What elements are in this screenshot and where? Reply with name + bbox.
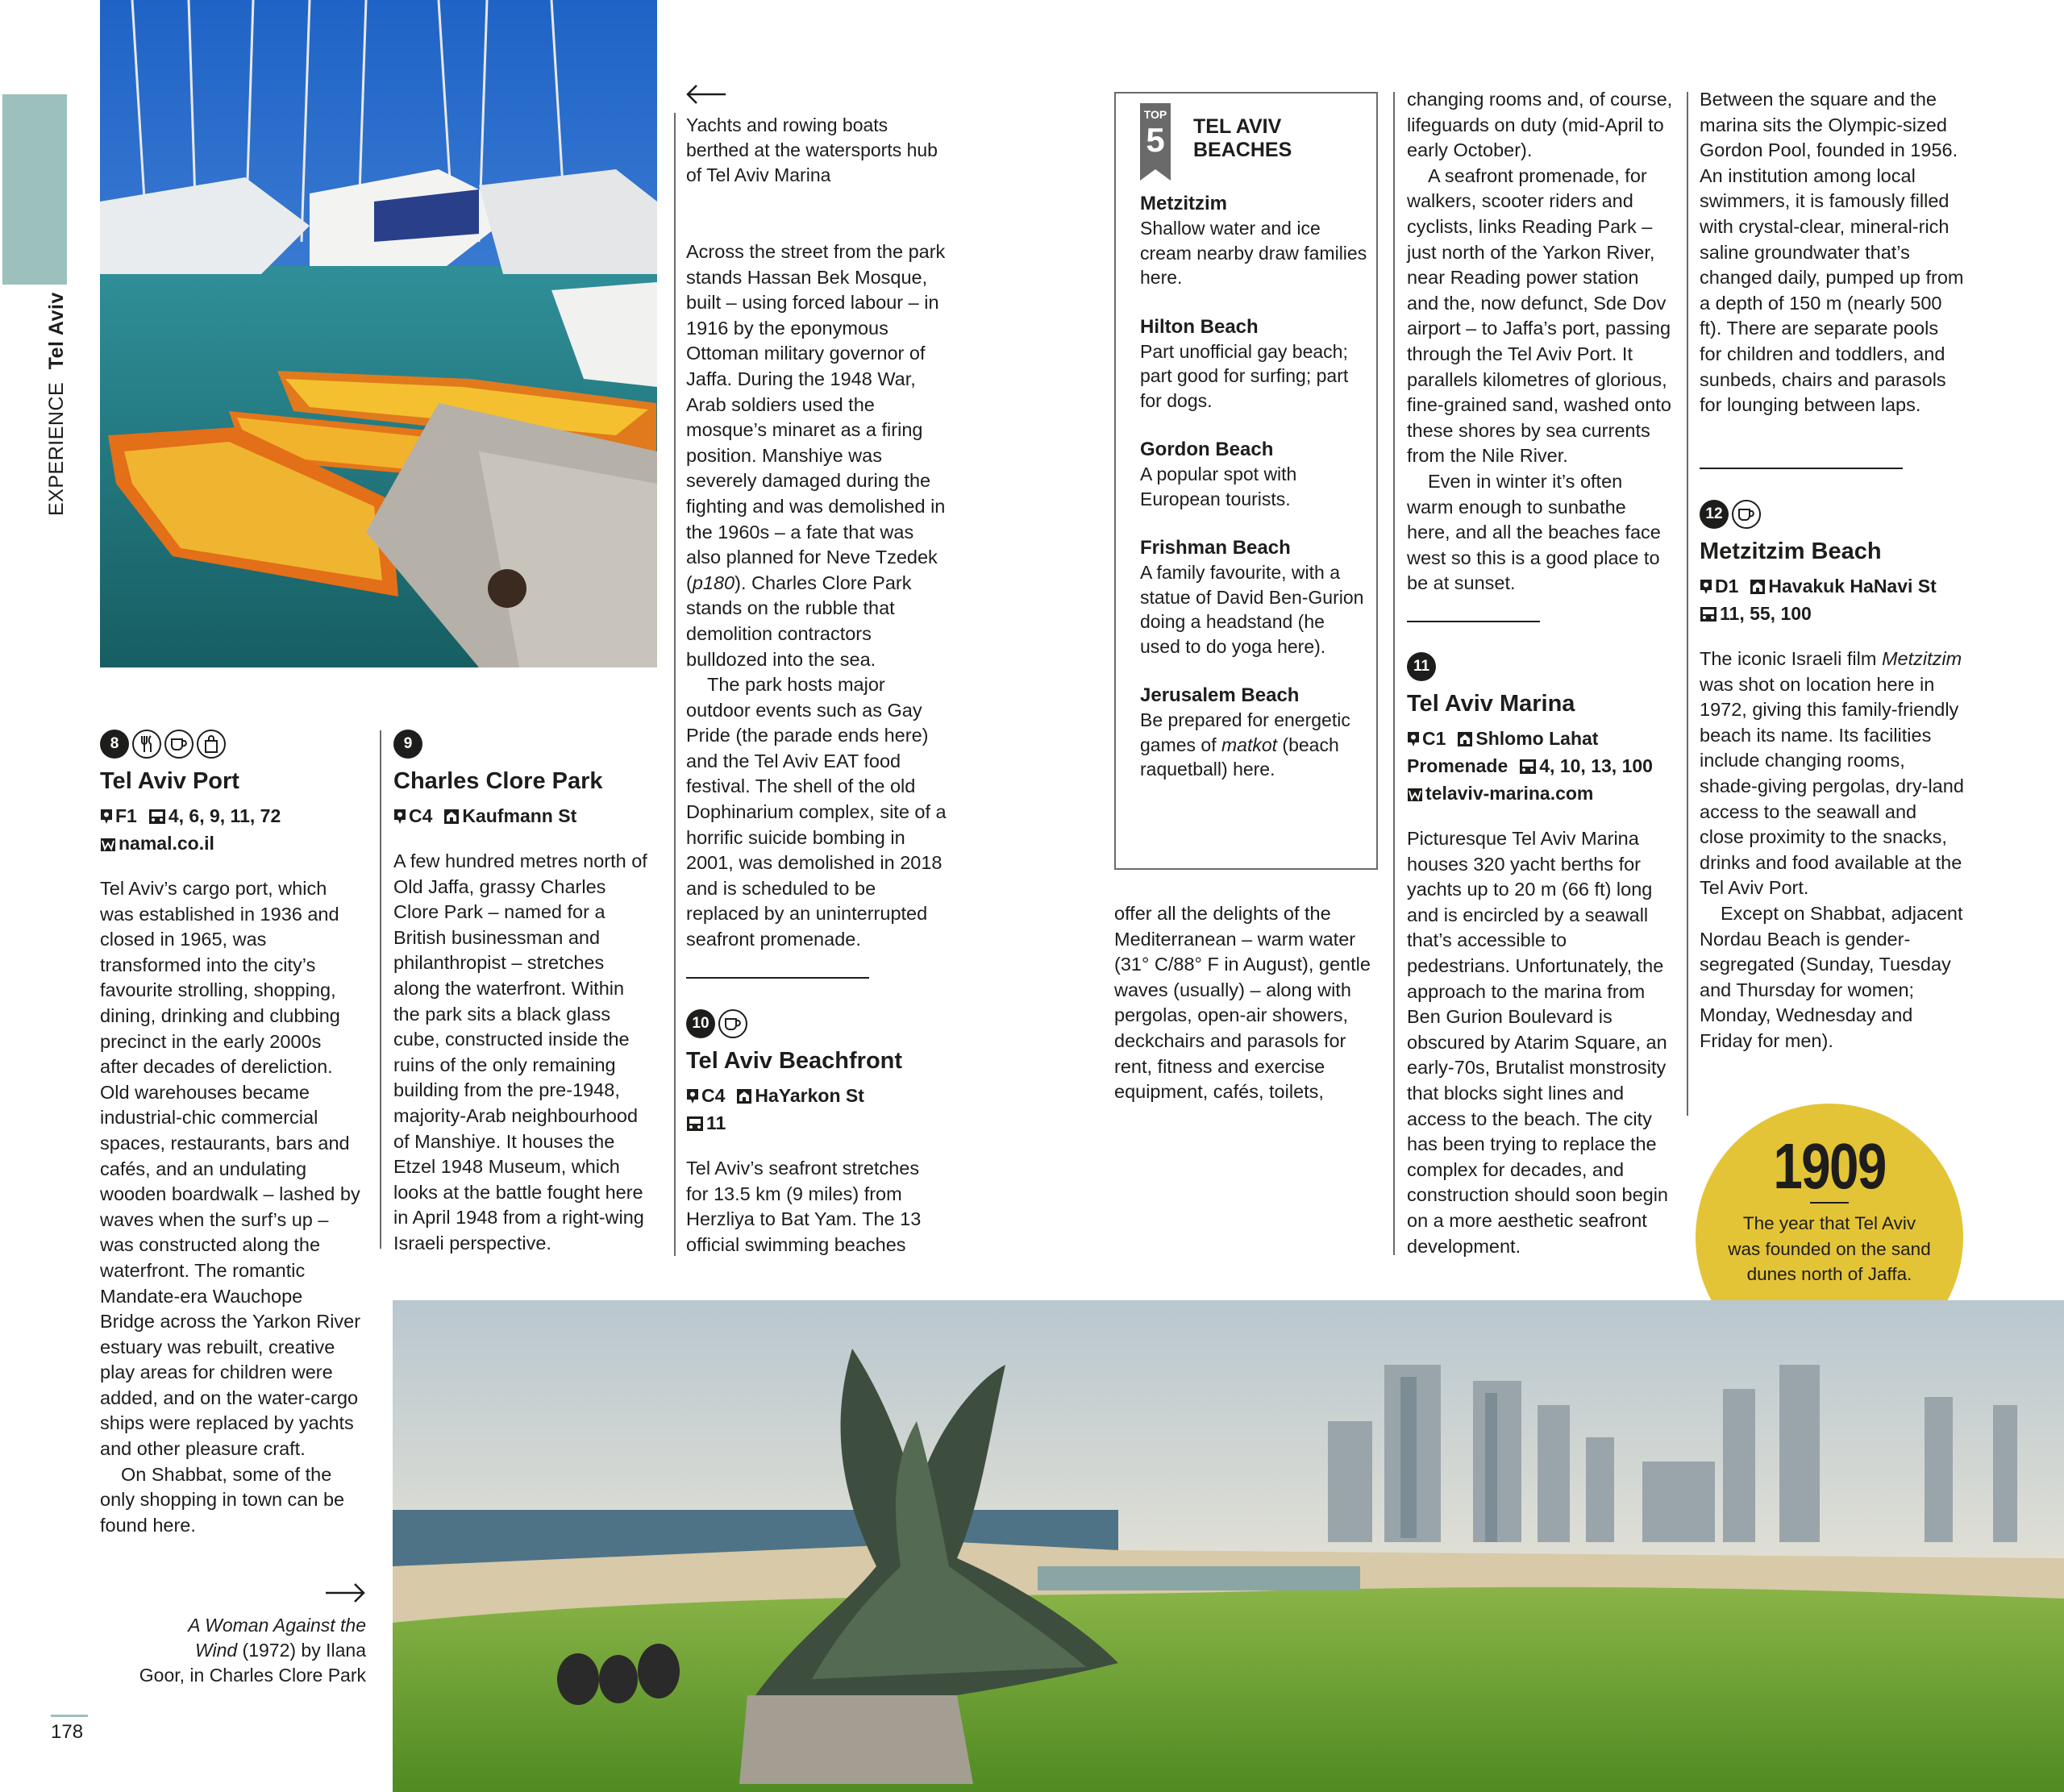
section-8-text bbox=[100, 876, 362, 1538]
bus-icon bbox=[686, 1113, 704, 1138]
bus-routes: 11 bbox=[706, 1112, 726, 1133]
callout-year: 1909 bbox=[1773, 1130, 1886, 1202]
map-pin-icon bbox=[100, 806, 113, 831]
section-9-badges bbox=[393, 728, 660, 760]
cafe-icon bbox=[718, 1009, 747, 1038]
bus-icon bbox=[148, 806, 166, 831]
section-11-text: Picturesque Tel Aviv Marina houses 320 yacht berths for yachts up to 20 m (66 ft) long and is encircled by a seawall that’s accessible to pedestrians. Unfortunately, the approach to the marina from Ben Gurion Boulevard is obscured by Atarim Square, an early-70s, Brutalist monstrosity that blocks sight lines and access to the beach. The city has been trying to replace the complex for decades, and construction should soon begin on a more aesthetic seafront development. bbox=[1407, 828, 1668, 1257]
section-11-title: Tel Aviv Marina bbox=[1407, 691, 1575, 717]
top5-badge-top: TOP bbox=[1143, 108, 1167, 121]
section-10-title: Tel Aviv Beachfront bbox=[686, 1048, 903, 1074]
paragraph: Even in winter it’s often warm enough to sunbathe here, and all the beaches face west so this is a good place to be at sunset. bbox=[1407, 470, 1661, 594]
section-11-info bbox=[1407, 726, 1677, 809]
map-ref: F1 bbox=[115, 805, 137, 826]
address-icon bbox=[1750, 576, 1766, 601]
address: Kaufmann St bbox=[462, 805, 577, 826]
arrow-left-icon bbox=[685, 84, 727, 109]
arrow-right-icon bbox=[324, 1582, 366, 1607]
beach-item: Gordon Beach A popular spot with European tourists. bbox=[1140, 439, 1297, 509]
column-divider bbox=[674, 113, 676, 1256]
section-12-text bbox=[1700, 647, 1966, 1054]
website-icon bbox=[1407, 784, 1423, 809]
col2-paragraph-1: Across the street from the park stands Hassan Bek Mosque, built – using forced labour – in 1916 by the eponymous Ottoman military governor of Jaffa. During the 1948 War, Arab soldiers used the mosque’s minaret as a firing position. Manshiye was severely damaged during the fighting and was demolished in the 1960s – a fate that was also planned for Neve Tzedek (p180). Charles Clore Park stands on the rubble that demolition contractors bulldozed into the sea. bbox=[686, 241, 946, 670]
paragraph: Except on Shabbat, adjacent Nordau Beach is gender-segregated (Sunday, Tuesday and Thursday for women; Monday, Wednesday and Friday for men). bbox=[1700, 902, 1963, 1051]
address-icon bbox=[443, 806, 460, 831]
top5-list bbox=[1140, 191, 1370, 782]
section-8-info bbox=[100, 804, 366, 859]
map-pin-icon bbox=[686, 1086, 699, 1111]
statue-caption: A Woman Against the Wind (1972) by Ilana Goor, in Charles Clore Park bbox=[139, 1615, 366, 1686]
restaurant-icon bbox=[132, 730, 161, 759]
top5-badge bbox=[1140, 103, 1171, 181]
page-number-rule bbox=[51, 1715, 88, 1717]
beach-item: Jerusalem Beach Be prepared for energetic games of matkot (beach raquetball) here. bbox=[1140, 684, 1350, 780]
column-2-text bbox=[686, 239, 948, 953]
film-title: Metzitzim bbox=[1881, 648, 1962, 669]
bus-routes: 11, 55, 100 bbox=[1720, 603, 1812, 624]
section-10 bbox=[686, 1008, 952, 1258]
number-badge: 10 bbox=[686, 1009, 715, 1038]
section-10-info bbox=[686, 1083, 952, 1138]
top5-badge-number: 5 bbox=[1146, 121, 1165, 159]
paragraph: The iconic Israeli film Metzitzim was shot on location here in 1972, giving this family-friendly beach its name. Its facilities include changing rooms, shade-giving pergolas, dry-land access to the seawall and close proximity to the snacks, drinks and food available at the Tel Aviv Port. bbox=[1700, 648, 1964, 899]
section-11-badges bbox=[1407, 651, 1677, 683]
bus-routes: 4, 6, 9, 11, 72 bbox=[168, 805, 281, 826]
cafe-icon bbox=[164, 730, 194, 759]
section-12 bbox=[1700, 498, 1970, 1054]
website-icon bbox=[100, 834, 116, 859]
address: HaYarkon St bbox=[755, 1085, 864, 1106]
bus-icon bbox=[1519, 756, 1537, 781]
top5-title: TEL AVIV BEACHES bbox=[1193, 115, 1292, 161]
website-link[interactable]: telaviv-marina.com bbox=[1425, 783, 1594, 804]
section-12-info bbox=[1700, 574, 1970, 629]
number-badge: 11 bbox=[1407, 652, 1436, 681]
beach-item: Metzitzim Shallow water and ice cream nearby draw families here. bbox=[1140, 193, 1367, 288]
beach-item: Hilton Beach Part unofficial gay beach; part good for surfing; part for dogs. bbox=[1140, 315, 1349, 411]
page-ref: p180 bbox=[692, 572, 735, 593]
col2-paragraph-2: The park hosts major outdoor events such as Gay Pride (the parade ends here) and the Tel Aviv EAT food festival. The shell of the old Dophinarium complex, site of a horrific suicide bombing in 2001, was demolished in 2018 and is scheduled to be replaced by an uninterrupted seafront promenade. bbox=[686, 674, 947, 950]
map-pin-icon bbox=[1407, 729, 1420, 754]
marina-photo bbox=[100, 0, 657, 667]
top5-beaches-box bbox=[1114, 92, 1378, 870]
address-icon bbox=[1457, 729, 1473, 754]
number-badge: 12 bbox=[1700, 500, 1729, 529]
column-4-text bbox=[1407, 87, 1673, 597]
column-5-text: Between the square and the marina sits the Olympic-sized Gordon Pool, founded in 1956. An institution among local swimmers, it is famously filled with crystal-clear, mineral-rich saline groundwater that’s changed daily, pumped up from a depth of 150 m (nearly 500 ft). There are separate pools for children and toddlers, and sunbeds, chairs and parasols for lounging between laps. bbox=[1700, 89, 1964, 416]
divider-col5 bbox=[1700, 468, 1903, 469]
callout-text: The year that Tel Aviv was founded on the sand dunes north of Jaffa. bbox=[1728, 1213, 1931, 1284]
callout-rule bbox=[1810, 1202, 1849, 1204]
section-10-text: Tel Aviv’s seafront stretches for 13.5 km (9 miles) from Herzliya to Bat Yam. The 13 official swimming beaches bbox=[686, 1158, 922, 1255]
side-tab-label bbox=[45, 292, 69, 516]
beach-item: Frishman Beach A family favourite, with a statue of David Ben-Gurion doing a headstand (he used to do yoga here). bbox=[1140, 537, 1364, 657]
number-badge: 9 bbox=[393, 730, 422, 759]
address: Shlomo Lahat Promenade bbox=[1407, 728, 1599, 776]
paragraph: changing rooms and, of course, lifeguards on duty (mid-April to early October). bbox=[1407, 89, 1673, 161]
section-9-info bbox=[393, 804, 660, 831]
column-divider bbox=[380, 730, 381, 1249]
map-ref: C4 bbox=[701, 1085, 726, 1106]
section-9 bbox=[393, 728, 660, 1257]
bus-routes: 4, 10, 13, 100 bbox=[1539, 755, 1653, 776]
address-icon bbox=[736, 1086, 752, 1111]
side-tab-section: EXPERIENCE bbox=[45, 381, 68, 516]
section-8 bbox=[100, 728, 366, 1538]
paragraph: A seafront promenade, for walkers, scooter riders and cyclists, links Reading Park – just north of the Yarkon River, near Reading power station and the, now defunct, Sde Dov airport – to Jaffa’s port, passing through the Tel Aviv Port. It parallels kilometres of glorious, fine-grained sand, washed onto these shores by sea currents from the Nile River. bbox=[1407, 164, 1671, 467]
map-ref: C1 bbox=[1422, 728, 1446, 749]
section-12-badges bbox=[1700, 498, 1970, 530]
beachfront-continued: offer all the delights of the Mediterranean – warm water (31° C/88° F in August), gentle waves (usually) – along with pergolas, open-air showers, deckchairs and parasols for rent, fitness and exercise equipment, cafés, toilets, bbox=[1114, 903, 1371, 1103]
section-8-title: Tel Aviv Port bbox=[100, 768, 239, 794]
section-10-badges bbox=[686, 1008, 952, 1040]
divider-col2 bbox=[686, 977, 869, 979]
page-number: 178 bbox=[51, 1721, 84, 1743]
section-9-title: Charles Clore Park bbox=[393, 768, 603, 794]
marina-caption: Yachts and rowing boats berthed at the watersports hub of Tel Aviv Marina bbox=[686, 114, 938, 185]
divider-col4 bbox=[1407, 621, 1540, 622]
column-divider bbox=[1687, 92, 1688, 1116]
paragraph: On Shabbat, some of the only shopping in town can be found here. bbox=[100, 1463, 345, 1536]
cafe-icon bbox=[1732, 500, 1761, 529]
website-link[interactable]: namal.co.il bbox=[119, 833, 214, 854]
side-tab-city: Tel Aviv bbox=[45, 292, 68, 370]
section-12-title: Metzitzim Beach bbox=[1700, 538, 1882, 564]
section-11 bbox=[1407, 651, 1677, 1259]
section-9-text: A few hundred metres north of Old Jaffa, grassy Charles Clore Park – named for a British businessman and philanthropist – stretches along the waterfront. Within the park sits a black glass cube, constructed inside the ruins of the only remaining building from the pre-1948, majority-Arab neighbourhood of Manshiye. It houses the Etzel 1948 Museum, which looks at the battle fought here in April 1948 from a right-wing Israeli perspective. bbox=[393, 850, 647, 1254]
side-tab bbox=[2, 94, 67, 285]
map-pin-icon bbox=[393, 806, 406, 831]
paragraph: Tel Aviv’s cargo port, which was established in 1936 and closed in 1965, was transformed into the city’s favourite strolling, shopping, dining, drinking and clubbing precinct in the early 2000s after decades of dereliction. Old warehouses became industrial-chic commercial spaces, restaurants, bars and cafés, and an undulating wooden boardwalk – lashed by waves when the surf’s up – was constructed along the waterfront. The romantic Mandate-era Wauchope Bridge across the Yarkon River estuary was rebuilt, creative play areas for children were added, and on the water-cargo ships were replaced by yachts and other pleasure craft. bbox=[100, 878, 361, 1460]
map-ref: C4 bbox=[409, 805, 433, 826]
bus-icon bbox=[1700, 604, 1717, 629]
column-divider bbox=[1393, 92, 1395, 1255]
map-ref: D1 bbox=[1715, 576, 1739, 597]
statue-photo bbox=[393, 1300, 2064, 1792]
map-pin-icon bbox=[1700, 576, 1712, 601]
number-badge: 8 bbox=[100, 730, 129, 759]
address: Havakuk HaNavi St bbox=[1768, 576, 1937, 597]
shopping-bag-icon bbox=[197, 730, 226, 759]
section-8-badges bbox=[100, 728, 366, 760]
